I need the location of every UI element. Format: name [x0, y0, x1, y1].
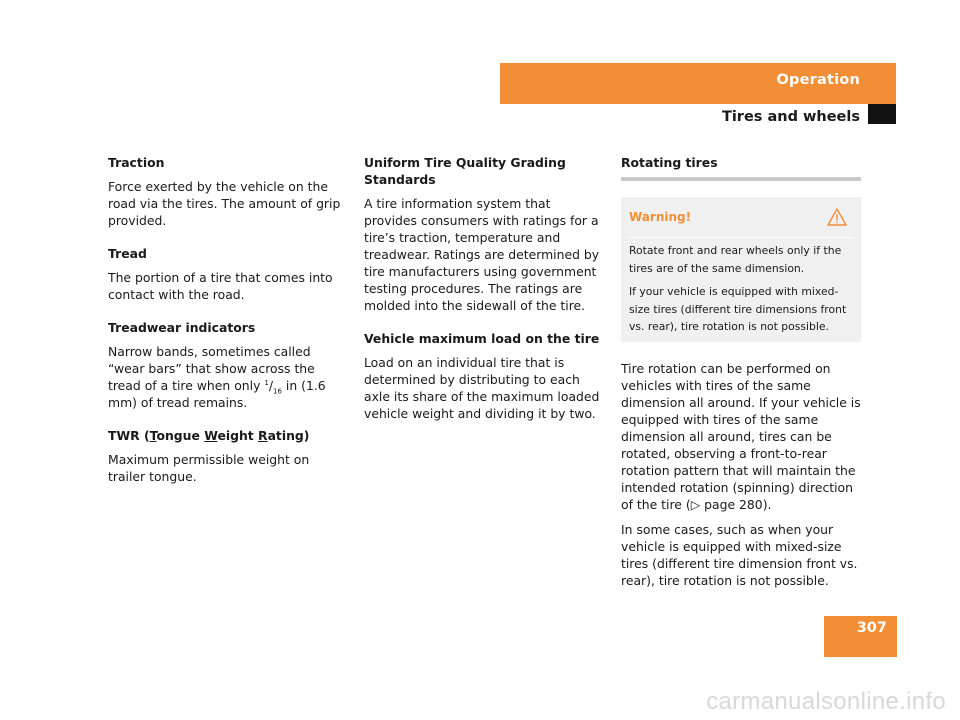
page-number: 307: [856, 620, 887, 636]
treadwear-text-before: Narrow bands, sometimes called “wear bars” that show across the tread of a tire when only: [108, 344, 315, 393]
rotating-tires-heading: Rotating tires: [621, 155, 718, 170]
tread-definition: The portion of a tire that comes into contact with the road.: [108, 270, 333, 302]
treadwear-definition: [108, 343, 348, 411]
rotation-text: Tire rotation can be performed on vehicles with tires of the same dimension all around. If your vehicle is equipped with tires of the same dimension all around, tires can be rotated, observing a front-to-rear rotation pattern that will maintain the intended rotation (spinning) direction of the tire (: [621, 360, 861, 512]
twr-letter-t: T: [149, 428, 157, 443]
heading-rule: [621, 177, 861, 181]
vehicle-max-load-definition: Load on an individual tire that is determined by distributing to each axle its share of the maximum loaded vehicle weight and dividing it by two.: [364, 355, 600, 421]
watermark: carmanualsonline.info: [706, 688, 946, 715]
twr-suffix: ating): [267, 428, 310, 443]
warning-text-2: If your vehicle is equipped with mixed-size tires (different tire dimensions front vs. rear), tire rotation is not possible.: [629, 285, 847, 333]
treadwear-text-after: in (1.6 mm) of tread remains.: [108, 378, 326, 410]
warning-text-1: Rotate front and rear wheels only if the tires are of the same dimension.: [629, 244, 842, 275]
fraction-slash: /: [268, 378, 274, 393]
warning-header: [629, 197, 853, 238]
twr-definition: Maximum permissible weight on trailer tongue.: [108, 452, 310, 484]
warning-triangle-icon: [827, 208, 847, 226]
warning-box: [621, 197, 861, 342]
twr-ongue: ongue: [156, 428, 205, 443]
column-1: [108, 154, 348, 501]
twr-prefix: TWR (: [108, 428, 150, 443]
header-marker: [868, 104, 896, 124]
rotation-paragraph-2: In some cases, such as when your vehicle is equipped with mixed-size tires (different tire dimension front vs. rear), tire rotation is not possible.: [621, 521, 858, 588]
warning-label: Warning!: [629, 209, 692, 224]
column-2: [364, 154, 606, 438]
twr-letter-r: R: [258, 428, 268, 443]
traction-definition: Force exerted by the vehicle on the road via the tires. The amount of grip provided.: [108, 179, 341, 228]
fraction-denominator: 16: [273, 387, 282, 396]
treadwear-term: Treadwear indicators: [108, 320, 256, 335]
utqg-term: Uniform Tire Quality Grading Standards: [364, 155, 566, 187]
rotation-paragraph-1: [621, 360, 861, 513]
header-band: [500, 63, 896, 104]
section-title: Operation: [776, 72, 860, 88]
page-ref-arrow-icon: ▷: [690, 496, 701, 512]
tread-term: Tread: [108, 246, 147, 261]
utqg-definition: A tire information system that provides consumers with ratings for a tire’s traction, temperature and treadwear. Ratings are determined by tire manufacturers using government testing procedures. The ratings are molded into the sidewall of the tire.: [364, 196, 600, 313]
page-number-box: [824, 616, 897, 657]
subsection-title: Tires and wheels: [721, 109, 860, 125]
column-3: [621, 154, 861, 597]
twr-letter-w: W: [204, 428, 218, 443]
fraction-numerator: 1: [264, 378, 269, 387]
page-reference: page 280).: [700, 496, 772, 512]
twr-eight: eight: [217, 428, 259, 443]
vehicle-max-load-term: Vehicle maximum load on the tire: [364, 331, 600, 346]
traction-term: Traction: [108, 155, 165, 170]
twr-term: [108, 427, 348, 444]
